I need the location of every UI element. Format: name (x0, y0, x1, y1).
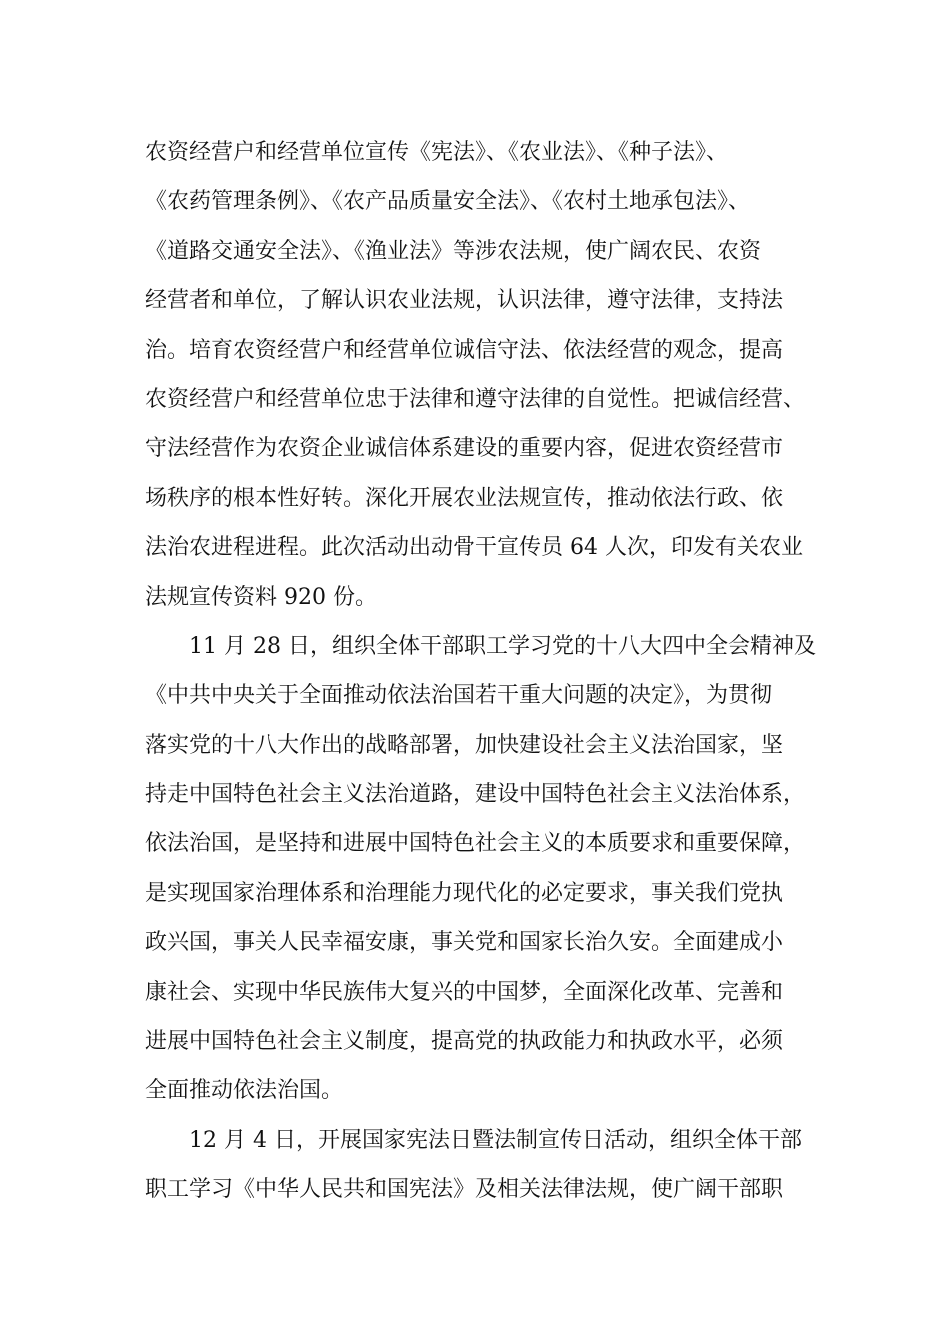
text-line: 《道路交通安全法》、《渔业法》等涉农法规，使广阔农民、农资 (145, 238, 762, 264)
text-line: 法治农进程进程。此次活动出动骨干宣传员 64 人次，印发有关农业 (145, 535, 803, 561)
text-line: 职工学习《中华人民共和国宪法》及相关法律法规，使广阔干部职 (145, 1177, 784, 1203)
text-line: 场秩序的根本性好转。深化开展农业法规宣传，推动依法行政、依 (145, 485, 784, 511)
text-line: 《中共中央关于全面推动依法治国若干重大问题的决定》，为贯彻 (145, 683, 773, 709)
text-line: 康社会、实现中华民族伟大复兴的中国梦，全面深化改革、完善和 (145, 979, 784, 1005)
text-line: 农资经营户和经营单位宣传《宪法》、《农业法》、《种子法》、 (145, 140, 729, 165)
text-line: 经营者和单位，了解认识农业法规，认识法律，遵守法律，支持法 (145, 288, 784, 314)
text-line: 政兴国，事关人民幸福安康，事关党和国家长治久安。全面建成小 (145, 930, 784, 956)
text-line: 守法经营作为农资企业诚信体系建设的重要内容，促进农资经营市 (145, 436, 784, 462)
text-line: 落实党的十八大作出的战略部署，加快建设社会主义法治国家，坚 (145, 732, 784, 758)
paragraph-start-line: 11 月 28 日，组织全体干部职工学习党的十八大四中全会精神及 (189, 633, 816, 659)
text-line: 法规宣传资料 920 份。 (145, 584, 377, 610)
text-line: 持走中国特色社会主义法治道路，建设中国特色社会主义法治体系， (145, 782, 806, 808)
text-line: 治。培育农资经营户和经营单位诚信守法、依法经营的观念，提高 (145, 337, 784, 363)
text-line: 依法治国，是坚持和进展中国特色社会主义的本质要求和重要保障， (145, 831, 806, 857)
text-line: 农资经营户和经营单位忠于法律和遵守法律的自觉性。把诚信经营、 (145, 386, 806, 412)
text-line: 全面推动依法治国。 (145, 1078, 344, 1104)
text-line: 是实现国家治理体系和治理能力现代化的必定要求，事关我们党执 (145, 880, 784, 906)
document-body (145, 128, 835, 1215)
text-line: 进展中国特色社会主义制度，提高党的执政能力和执政水平，必须 (145, 1029, 784, 1055)
text-line: 《农药管理条例》、《农产品质量安全法》、《农村土地承包法》、 (145, 189, 751, 215)
paragraph-start-line: 12 月 4 日，开展国家宪法日暨法制宣传日活动，组织全体干部 (189, 1127, 802, 1153)
